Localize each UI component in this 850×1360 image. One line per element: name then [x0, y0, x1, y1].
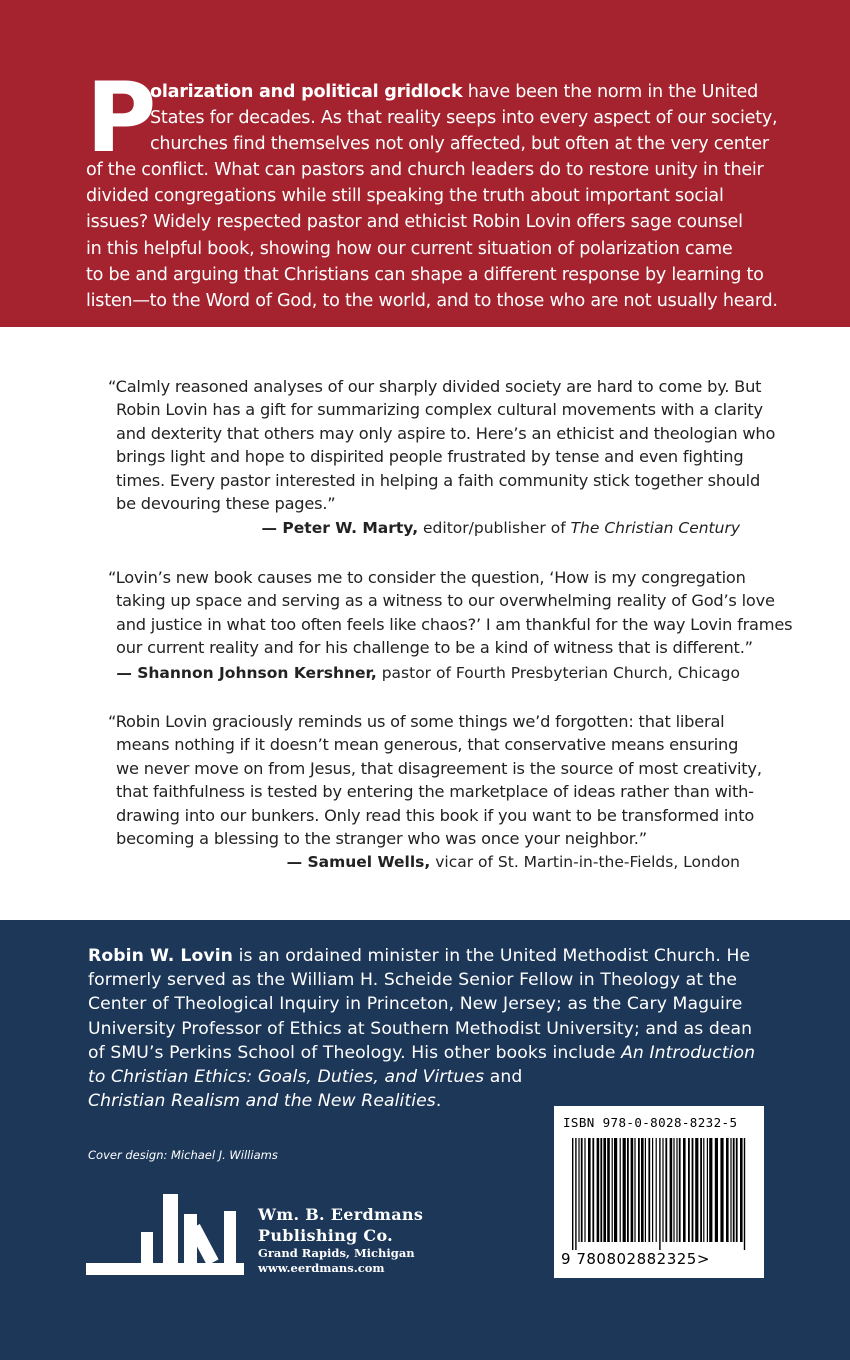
blurb-lead: olarization and political gridlock [150, 82, 463, 102]
barcode-bar [620, 1138, 621, 1242]
barcode-bar [679, 1138, 681, 1242]
barcode-digits: 9 780802882325> [561, 1250, 710, 1268]
endorsement-attribution-wells: — Samuel Wells, vicar of St. Martin-in-the-Fields, London [286, 853, 740, 871]
barcode-bar [634, 1138, 635, 1242]
endorsement-quote-wells: “Robin Lovin graciously reminds us of some things we’d forgotten: that liberal means nothing if it doesn’t mean generous, that conservative means ensuring we never move on from Jesus, that disagreement is the source of most creativity, that faithfulness is tested by entering the marketplace of ideas rather than with- drawing into our bunkers. Only read this book if you want to be transformed into becoming a blessing to the stranger who was once your neighbor.” [108, 712, 762, 849]
barcode-bar [612, 1138, 613, 1242]
barcode-bar [662, 1138, 663, 1242]
barcode-bar [744, 1138, 745, 1250]
barcode-bar [700, 1138, 702, 1242]
publisher-city: Grand Rapids, Michigan [258, 1246, 415, 1260]
barcode-bar [656, 1138, 657, 1242]
barcode-bar [648, 1138, 650, 1242]
blurb-line-3: churches find themselves not only affected, but often at the very center [150, 134, 769, 155]
barcode-bars [570, 1138, 750, 1250]
barcode-bar [726, 1138, 729, 1242]
blurb-line-5: divided congregations while still speaking the truth about important social [86, 186, 724, 207]
barcode-bar [623, 1138, 626, 1242]
barcode-bar [715, 1138, 718, 1242]
barcode-bar [581, 1138, 583, 1242]
barcode-bar [652, 1138, 653, 1242]
author-name: Robin W. Lovin [88, 946, 234, 966]
barcode-bar [688, 1138, 690, 1242]
barcode-bar [665, 1138, 667, 1242]
barcode-bar [695, 1138, 698, 1242]
blurb-line-2: States for decades. As that reality seeps into every aspect of our society, [150, 108, 778, 129]
endorsement-quote-kershner: “Lovin’s new book causes me to consider the question, ‘How is my congregation taking up space and serving as a witness to our overwhelming reality of God’s love and justice in what too often feels like chaos?’ I am thankful for the way Lovin frames our current reality and for his challenge to be a kind of witness that is different.” [108, 568, 793, 658]
publisher-name-2: Publishing Co. [258, 1226, 394, 1245]
barcode-bar [709, 1138, 712, 1242]
publisher-name-1: Wm. B. Eerdmans [258, 1205, 424, 1224]
blurb-line-1: olarization and political gridlock have been the norm in the United [150, 82, 758, 102]
barcode-bar [607, 1138, 610, 1242]
barcode-bar [720, 1138, 723, 1242]
barcode-bar [578, 1138, 579, 1242]
barcode-bar [703, 1138, 704, 1242]
barcode-bar [692, 1138, 694, 1242]
book-blurb [86, 79, 778, 314]
barcode-bar [676, 1138, 677, 1242]
blurb-line-4: of the conflict. What can pastors and church leaders do to restore unity in their [86, 160, 764, 181]
drop-cap: P [86, 62, 157, 174]
barcode-bar [736, 1138, 738, 1242]
endorsement-attribution-marty: — Peter W. Marty, editor/publisher of The Christian Century [261, 519, 740, 537]
barcode-bar [627, 1138, 629, 1242]
barcode-bar [588, 1138, 591, 1242]
barcode-bar [641, 1138, 644, 1242]
barcode-bar [597, 1138, 600, 1242]
author-bio: Robin W. Lovin is an ordained minister in the United Methodist Church. He formerly served as the William H. Scheide Senior Fellow in Theology at the Center of Theological Inquiry in Princeton, New Jersey; as the Cary Maguire University Professor of Ethics at Southern Methodist University; and as dean of SMU’s Perkins School of Theology. His other books include An Introduction to Christian Ethics: Goals, Duties, and Virtues and Christian Realism and the New Realities. [88, 946, 756, 1112]
endorsement-quote-marty: “Calmly reasoned analyses of our sharply divided society are hard to come by. But Robin Lovin has a gift for summarizing complex cultural movements with a clarity and dexterity that others may only aspire to. Here’s an ethicist and theologian who brings light and hope to dispirited people frustrated by tense and even fighting times. Every pastor interested in helping a faith community stick together should be devouring these pages.” [108, 377, 776, 514]
isbn-label: ISBN 978-0-8028-8232-5 [563, 1115, 738, 1130]
bookshelf-logo-icon [86, 1192, 246, 1282]
publisher-website: www.eerdmans.com [258, 1261, 385, 1275]
cover-design-credit: Cover design: Michael J. Williams [88, 1148, 278, 1162]
barcode-bar [600, 1138, 602, 1242]
barcode-bar [670, 1138, 673, 1242]
barcode-bar [572, 1138, 573, 1250]
barcode-bar [592, 1138, 594, 1242]
barcode-bar [638, 1138, 640, 1242]
barcode-bar [614, 1138, 617, 1242]
barcode-bar [603, 1138, 606, 1242]
barcode-bar [740, 1138, 743, 1242]
endorsement-attribution-kershner: — Shannon Johnson Kershner, pastor of Fourth Presbyterian Church, Chicago [116, 664, 740, 682]
blurb-line-6: issues? Widely respected pastor and ethicist Robin Lovin offers sage counsel [86, 212, 743, 233]
blurb-line-7: in this helpful book, showing how our current situation of polarization came [86, 238, 733, 259]
barcode-bar [645, 1138, 646, 1242]
barcode-bar [575, 1138, 576, 1250]
publisher-imprint [258, 1204, 423, 1276]
barcode-bar [584, 1138, 585, 1242]
barcode-bar [733, 1138, 735, 1242]
barcode-bar [707, 1138, 708, 1242]
barcode-bar [683, 1138, 686, 1242]
barcode-bar [659, 1138, 660, 1250]
barcode-bar [673, 1138, 674, 1242]
barcode-bar [730, 1138, 731, 1242]
barcode-bar [631, 1138, 634, 1242]
blurb-line-9: listen—to the Word of God, to the world, and to those who are not usually heard. [86, 290, 778, 311]
blurb-line-8: to be and arguing that Christians can shape a different response by learning to [86, 264, 764, 285]
